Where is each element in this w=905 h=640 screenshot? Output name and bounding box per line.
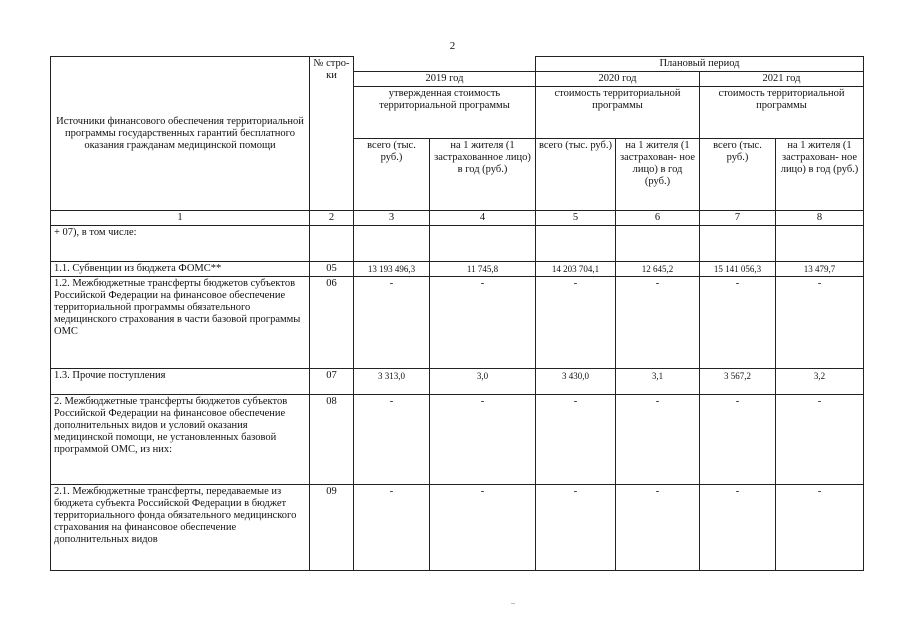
row-value: 3 430,0 (536, 369, 616, 395)
row-code: 09 (310, 485, 354, 571)
table-row (51, 485, 864, 571)
column-number: 6 (616, 211, 700, 226)
row-code: 07 (310, 369, 354, 395)
row-value (354, 226, 430, 262)
header-year-2019: 2019 год (354, 72, 536, 87)
header-cost-2021: стоимость территориальной программы (700, 87, 864, 139)
row-value: 12 645,2 (616, 262, 700, 277)
row-value: - (776, 485, 864, 571)
row-label: 1.3. Прочие поступления (51, 369, 310, 395)
row-value: - (430, 485, 536, 571)
row-value: - (354, 277, 430, 369)
row-value: - (616, 277, 700, 369)
header-per-person-2019: на 1 жителя (1 застрахованное лицо) в год (руб.) (430, 139, 536, 211)
header-year-2020: 2020 год (536, 72, 700, 87)
row-value (700, 226, 776, 262)
header-per-person-2021: на 1 жителя (1 застрахован- ное лицо) в год (руб.) (776, 139, 864, 211)
table-row (51, 395, 864, 485)
row-value: - (616, 395, 700, 485)
row-value (430, 226, 536, 262)
row-value: - (700, 395, 776, 485)
row-value: - (354, 395, 430, 485)
column-number: 1 (51, 211, 310, 226)
row-code (310, 226, 354, 262)
header-total-2020: всего (тыс. руб.) (536, 139, 616, 211)
row-value: - (536, 395, 616, 485)
column-number-row (51, 211, 864, 226)
row-value: 3,2 (776, 369, 864, 395)
row-value: - (430, 395, 536, 485)
row-value: 3,0 (430, 369, 536, 395)
header-source-title: Источники финансового обеспечения территориальной программы государственных гарантий бесплатного оказания гражданам медицинской помощи (51, 57, 310, 211)
row-value: - (776, 395, 864, 485)
column-number: 5 (536, 211, 616, 226)
row-value: - (776, 277, 864, 369)
column-number: 3 (354, 211, 430, 226)
row-label: 1.2. Межбюджетные трансферты бюджетов субъектов Российской Федерации на финансовое обеспечение территориальной программы обязательного медицинского страхования в части базовой программы ОМС (51, 277, 310, 369)
table-row (51, 369, 864, 395)
header-row-number: № стро- ки (310, 57, 354, 211)
scan-mark (511, 603, 515, 604)
table-row (51, 262, 864, 277)
header-per-person-2020: на 1 жителя (1 застрахован- ное лицо) в год (руб.) (616, 139, 700, 211)
page-number: 2 (449, 40, 456, 52)
header-approved-cost: утвержденная стоимость территориальной программы (354, 87, 536, 139)
header-blank (354, 57, 536, 72)
row-code: 08 (310, 395, 354, 485)
row-value: 14 203 704,1 (536, 262, 616, 277)
row-label: 1.1. Субвенции из бюджета ФОМС** (51, 262, 310, 277)
row-value: 15 141 056,3 (700, 262, 776, 277)
row-value: - (430, 277, 536, 369)
row-value: - (354, 485, 430, 571)
row-label: 2.1. Межбюджетные трансферты, передаваемые из бюджета субъекта Российской Федерации в бюджет территориального фонда обязательного медицинского страхования на финансовое обеспечение дополнительных видов (51, 485, 310, 571)
column-number: 8 (776, 211, 864, 226)
row-value (776, 226, 864, 262)
row-value: 3 313,0 (354, 369, 430, 395)
row-code: 05 (310, 262, 354, 277)
row-label: 2. Межбюджетные трансферты бюджетов субъектов Российской Федерации на финансовое обеспечение дополнительных видов и условий оказания медицинской помощи, не установленных базовой программой ОМС, из них: (51, 395, 310, 485)
column-number: 7 (700, 211, 776, 226)
financing-table (50, 56, 864, 571)
header-row-1 (51, 57, 864, 72)
header-planned-period: Плановый период (536, 57, 864, 72)
row-value (616, 226, 700, 262)
row-value: 13 479,7 (776, 262, 864, 277)
header-total-2019: всего (тыс. руб.) (354, 139, 430, 211)
row-value: - (536, 485, 616, 571)
header-cost-2020: стоимость территориальной программы (536, 87, 700, 139)
row-value (536, 226, 616, 262)
row-code: 06 (310, 277, 354, 369)
column-number: 2 (310, 211, 354, 226)
row-value: 3 567,2 (700, 369, 776, 395)
table-row (51, 226, 864, 262)
row-value: 11 745,8 (430, 262, 536, 277)
row-value: - (700, 485, 776, 571)
row-label: + 07), в том числе: (51, 226, 310, 262)
row-value: - (700, 277, 776, 369)
row-value: 13 193 496,3 (354, 262, 430, 277)
row-value: - (616, 485, 700, 571)
column-number: 4 (430, 211, 536, 226)
row-value: 3,1 (616, 369, 700, 395)
header-year-2021: 2021 год (700, 72, 864, 87)
row-value: - (536, 277, 616, 369)
table-row (51, 277, 864, 369)
header-total-2021: всего (тыс. руб.) (700, 139, 776, 211)
